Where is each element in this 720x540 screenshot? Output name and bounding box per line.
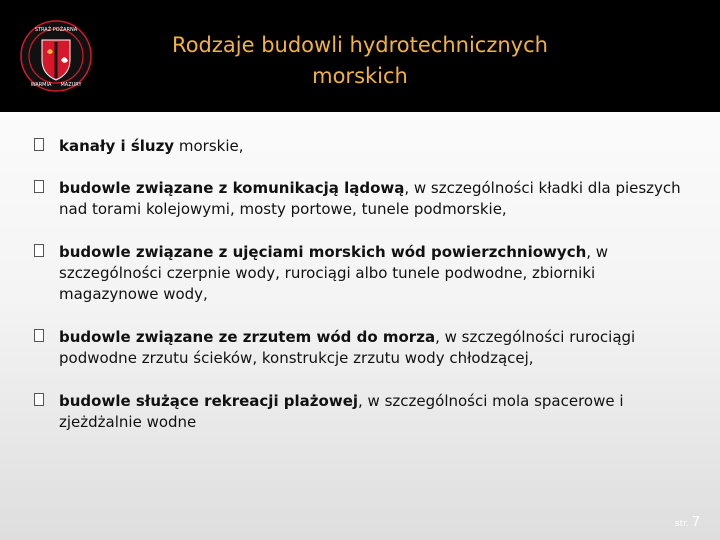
checkbox-bullet-icon	[34, 138, 44, 151]
item-text: , w szczególności mola spacerowe i zjeżdżalnie wodne	[59, 392, 624, 431]
item-bold: budowle związane z ujęciami morskich wód powierzchniowych	[59, 243, 587, 261]
item-bold: kanały i śluzy	[59, 137, 175, 155]
slide-title-line1: Rodzaje budowli hydrotechnicznych	[172, 33, 548, 57]
checkbox-bullet-icon	[34, 244, 44, 257]
bullet-list	[34, 136, 684, 455]
item-bold: budowle związane z komunikacją lądową	[59, 179, 405, 197]
item-bold: budowle związane ze zrzutem wód do morza	[59, 328, 436, 346]
page-number-value: 7	[691, 515, 700, 530]
item-text: , w szczególności rurociągi podwodne zrzutu ścieków, konstrukcje zrzutu wody chłodzącej,	[59, 328, 636, 367]
list-item	[34, 178, 684, 220]
list-item	[34, 136, 684, 157]
list-item	[34, 391, 684, 433]
item-bold: budowle służące rekreacji plażowej	[59, 392, 359, 410]
logo-top-text: STRAŻ POŻARNA	[34, 27, 78, 33]
slide-title-line2: morskich	[312, 64, 408, 88]
header-bar	[0, 0, 720, 112]
checkbox-bullet-icon	[34, 393, 44, 406]
slide-title	[110, 30, 610, 92]
page-number	[675, 515, 700, 530]
item-text: morskie,	[174, 137, 244, 155]
item-text: , w szczególności kładki dla pieszych nad torami kolejowymi, mosty portowe, tunele podmorskie,	[59, 179, 681, 218]
logo-right-text: MAZURY	[60, 82, 82, 88]
logo-left-text: WARMIA	[30, 82, 52, 88]
checkbox-bullet-icon	[34, 329, 44, 342]
list-item	[34, 327, 684, 369]
fire-brigade-logo-icon	[20, 20, 92, 92]
list-item	[34, 242, 684, 305]
page-number-prefix: str.	[674, 519, 689, 529]
item-text: , w szczególności czerpnie wody, rurociągi albo tunele podwodne, zbiorniki magazynowe wody,	[59, 243, 609, 303]
checkbox-bullet-icon	[34, 180, 44, 193]
